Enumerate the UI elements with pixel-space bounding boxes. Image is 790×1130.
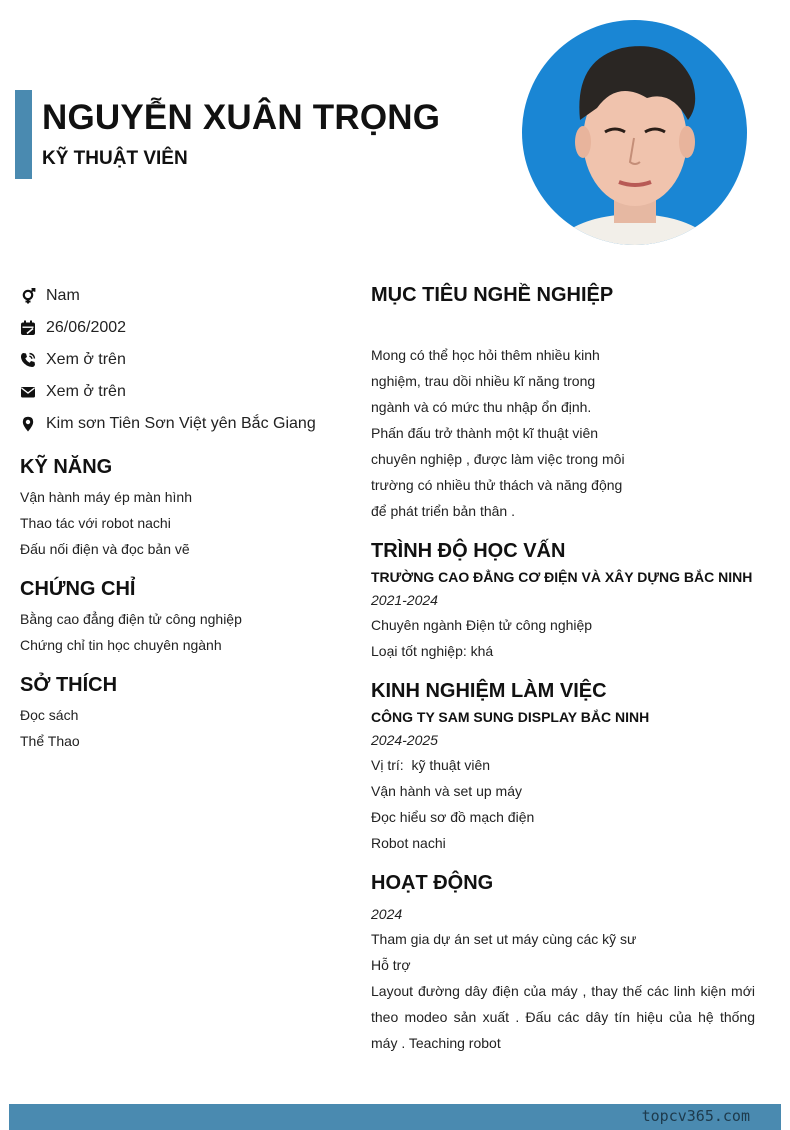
header-accent-bar — [15, 90, 32, 179]
list-item: Thể Thao — [20, 733, 80, 749]
info-birthday-text: 26/06/2002 — [46, 319, 127, 336]
education-section — [371, 536, 756, 664]
experience-period: 2024-2025 — [371, 732, 438, 748]
list-item: Bằng cao đẳng điện tử công nghiệp — [20, 611, 242, 627]
right-column — [371, 280, 756, 1056]
skills-section — [20, 452, 350, 562]
objective-line: để phát triển bản thân . — [371, 503, 515, 519]
certificates-title: CHỨNG CHỈ — [20, 578, 136, 600]
objective-line: chuyên nghiệp , được làm việc trong môi — [371, 451, 625, 467]
education-title: TRÌNH ĐỘ HỌC VẤN — [371, 540, 566, 562]
experience-line: Đọc hiểu sơ đồ mạch điện — [371, 809, 535, 825]
footer-bar — [9, 1104, 781, 1130]
list-item: Đọc sách — [20, 707, 79, 723]
list-item: Chứng chỉ tin học chuyên ngành — [20, 637, 222, 653]
footer-site: topcv365.com — [641, 1107, 750, 1125]
info-address — [20, 408, 350, 440]
activities-section — [371, 868, 756, 1056]
info-address-text: Kim sơn Tiên Sơn Việt yên Bắc Giang — [46, 415, 316, 432]
list-item: Đấu nối điện và đọc bản vẽ — [20, 541, 190, 557]
objective-line: trường có nhiều thử thách và năng động — [371, 477, 623, 493]
hobbies-section — [20, 670, 350, 754]
activities-period: 2024 — [371, 906, 403, 922]
info-gender — [20, 280, 350, 312]
info-phone-text: Xem ở trên — [46, 351, 126, 368]
experience-line: Robot nachi — [371, 835, 446, 851]
experience-title: KINH NGHIỆM LÀM VIỆC — [371, 680, 607, 702]
left-column — [20, 452, 350, 766]
info-gender-text: Nam — [46, 287, 80, 304]
candidate-name: NGUYỄN XUÂN TRỌNG — [42, 98, 441, 137]
job-title: KỸ THUẬT VIÊN — [42, 148, 188, 169]
objective-section — [371, 280, 756, 524]
info-email-text: Xem ở trên — [46, 383, 126, 400]
experience-section — [371, 676, 756, 856]
email-icon — [20, 384, 36, 400]
gender-icon — [20, 288, 36, 304]
activities-title: HOẠT ĐỘNG — [371, 872, 494, 894]
hobbies-title: SỞ THÍCH — [20, 674, 118, 696]
objective-line: ngành và có mức thu nhập ổn định. — [371, 399, 592, 415]
location-icon — [20, 416, 36, 432]
info-birthday — [20, 312, 350, 344]
activities-paragraph: Layout đường dây điện của máy , thay thế các linh kiện mới theo modeo sản xuất . Đấu các dây tín hiệu của hệ thống máy . Teaching robot — [371, 983, 755, 1051]
list-item: Thao tác với robot nachi — [20, 515, 171, 531]
info-phone — [20, 344, 350, 376]
activities-line: Tham gia dự án set ut máy cùng các kỹ sư — [371, 931, 637, 947]
education-period: 2021-2024 — [371, 592, 438, 608]
objective-line: Mong có thể học hỏi thêm nhiều kinh — [371, 347, 600, 363]
education-line: Chuyên ngành Điện tử công nghiệp — [371, 617, 593, 633]
activities-line: Hỗ trợ — [371, 957, 411, 973]
objective-line: nghiệm, trau dồi nhiều kĩ năng trong — [371, 373, 596, 389]
school-name: TRƯỜNG CAO ĐẲNG CƠ ĐIỆN VÀ XÂY DỰNG BẮC NINH — [371, 569, 753, 585]
list-item: Vận hành máy ép màn hình — [20, 489, 193, 505]
experience-line: Vị trí: kỹ thuật viên — [371, 757, 491, 773]
experience-line: Vận hành và set up máy — [371, 783, 522, 799]
personal-info-list — [20, 280, 350, 440]
education-line: Loại tốt nghiệp: khá — [371, 643, 494, 659]
company-name: CÔNG TY SAM SUNG DISPLAY BẮC NINH — [371, 709, 650, 725]
skills-title: KỸ NĂNG — [20, 456, 113, 478]
calendar-icon — [20, 320, 36, 336]
objective-title: MỤC TIÊU NGHỀ NGHIỆP — [371, 284, 614, 306]
phone-icon — [20, 352, 36, 368]
info-email — [20, 376, 350, 408]
certificates-section — [20, 574, 350, 658]
objective-line: Phấn đấu trở thành một kĩ thuật viên — [371, 425, 599, 441]
avatar — [522, 20, 747, 245]
